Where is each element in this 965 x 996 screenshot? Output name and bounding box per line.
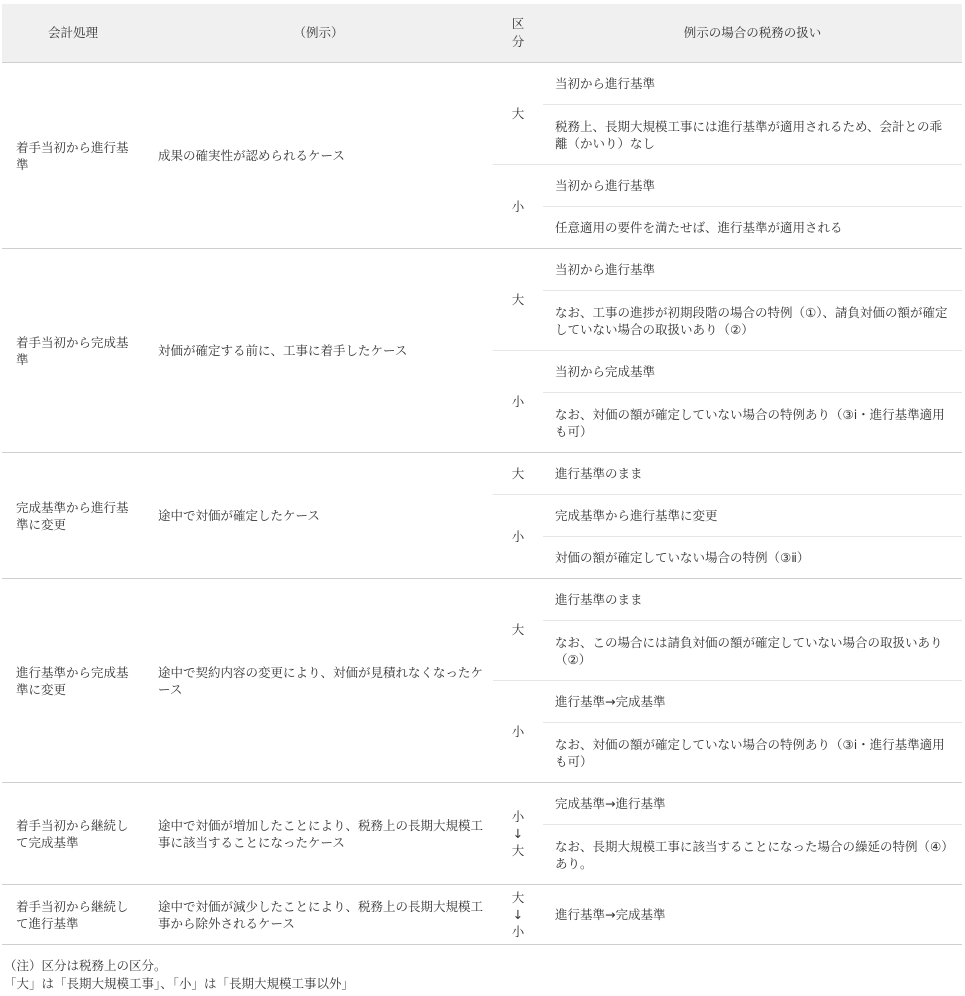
kubun-cell: 小: [493, 681, 543, 783]
accounting-cell: 着手当初から完成基準: [2, 249, 144, 453]
table-row: [2, 783, 962, 825]
tax-treatment-cell: なお、長期大規模工事に該当することになった場合の繰延の特例（④）あり。: [543, 825, 962, 885]
note-line-2: 「大」は「長期大規模工事」、「小」は「長期大規模工事以外」: [4, 976, 355, 991]
tax-treatment-cell: 完成基準→進行基準: [543, 783, 962, 825]
tax-treatment-cell: 対価の額が確定していない場合の特例（③ⅱ）: [543, 537, 962, 579]
tax-treatment-cell: 当初から進行基準: [543, 63, 962, 105]
kubun-cell: 大 ↓ 小: [493, 885, 543, 945]
tax-treatment-cell: なお、対価の額が確定していない場合の特例あり（③ⅰ・進行基準適用も可）: [543, 393, 962, 453]
example-cell: 対価が確定する前に、工事に着手したケース: [144, 249, 493, 453]
header-kubun-1: 区: [511, 16, 525, 31]
accounting-cell: 進行基準から完成基準に変更: [2, 579, 144, 783]
tax-treatment-cell: 税務上、長期大規模工事には進行基準が適用されるため、会計との乖離（かいり）なし: [543, 105, 962, 165]
tax-treatment-cell: 当初から完成基準: [543, 351, 962, 393]
accounting-cell: 完成基準から進行基準に変更: [2, 453, 144, 579]
table-row: [2, 63, 962, 105]
header-example: （例示）: [144, 4, 493, 63]
kubun-cell: 大: [493, 579, 543, 681]
header-accounting: 会計処理: [2, 4, 144, 63]
tax-treatment-cell: なお、対価の額が確定していない場合の特例あり（③ⅰ・進行基準適用も可）: [543, 723, 962, 783]
table-body: [2, 63, 962, 945]
tax-treatment-cell: 任意適用の要件を満たせば、進行基準が適用される: [543, 207, 962, 249]
accounting-cell: 着手当初から継続して完成基準: [2, 783, 144, 885]
tax-treatment-cell: なお、工事の進捗が初期段階の場合の特例（①）、請負対価の額が確定していない場合の取扱いあり（②）: [543, 291, 962, 351]
table-header-row: [2, 4, 962, 63]
tax-treatment-cell: 当初から進行基準: [543, 249, 962, 291]
kubun-cell: 大: [493, 453, 543, 495]
tax-treatment-table: [2, 4, 962, 945]
tax-treatment-cell: 完成基準から進行基準に変更: [543, 495, 962, 537]
tax-treatment-cell: 進行基準→完成基準: [543, 885, 962, 945]
tax-treatment-cell: なお、この場合には請負対価の額が確定していない場合の取扱いあり（②）: [543, 621, 962, 681]
table-row: [2, 579, 962, 621]
example-cell: 成果の確実性が認められるケース: [144, 63, 493, 249]
example-cell: 途中で対価が増加したことにより、税務上の長期大規模工事に該当することになったケース: [144, 783, 493, 885]
tax-treatment-cell: 進行基準のまま: [543, 579, 962, 621]
kubun-cell: 小: [493, 351, 543, 453]
header-kubun-2: 分: [511, 34, 525, 49]
example-cell: 途中で契約内容の変更により、対価が見積れなくなったケース: [144, 579, 493, 783]
tax-treatment-cell: 当初から進行基準: [543, 165, 962, 207]
kubun-cell: 小 ↓ 大: [493, 783, 543, 885]
header-tax: 例示の場合の税務の扱い: [543, 4, 962, 63]
tax-treatment-cell: 進行基準→完成基準: [543, 681, 962, 723]
kubun-cell: 大: [493, 249, 543, 351]
accounting-cell: 着手当初から進行基準: [2, 63, 144, 249]
table-row: [2, 453, 962, 495]
kubun-cell: 小: [493, 495, 543, 579]
kubun-cell: 大: [493, 63, 543, 165]
tax-treatment-cell: 進行基準のまま: [543, 453, 962, 495]
table-row: [2, 249, 962, 291]
example-cell: 途中で対価が確定したケース: [144, 453, 493, 579]
table-row: [2, 885, 962, 945]
kubun-cell: 小: [493, 165, 543, 249]
header-kubun: [493, 4, 543, 63]
note-line-1: （注）区分は税務上の区分。: [4, 958, 167, 973]
example-cell: 途中で対価が減少したことにより、税務上の長期大規模工事から除外されるケース: [144, 885, 493, 945]
accounting-cell: 着手当初から継続して進行基準: [2, 885, 144, 945]
